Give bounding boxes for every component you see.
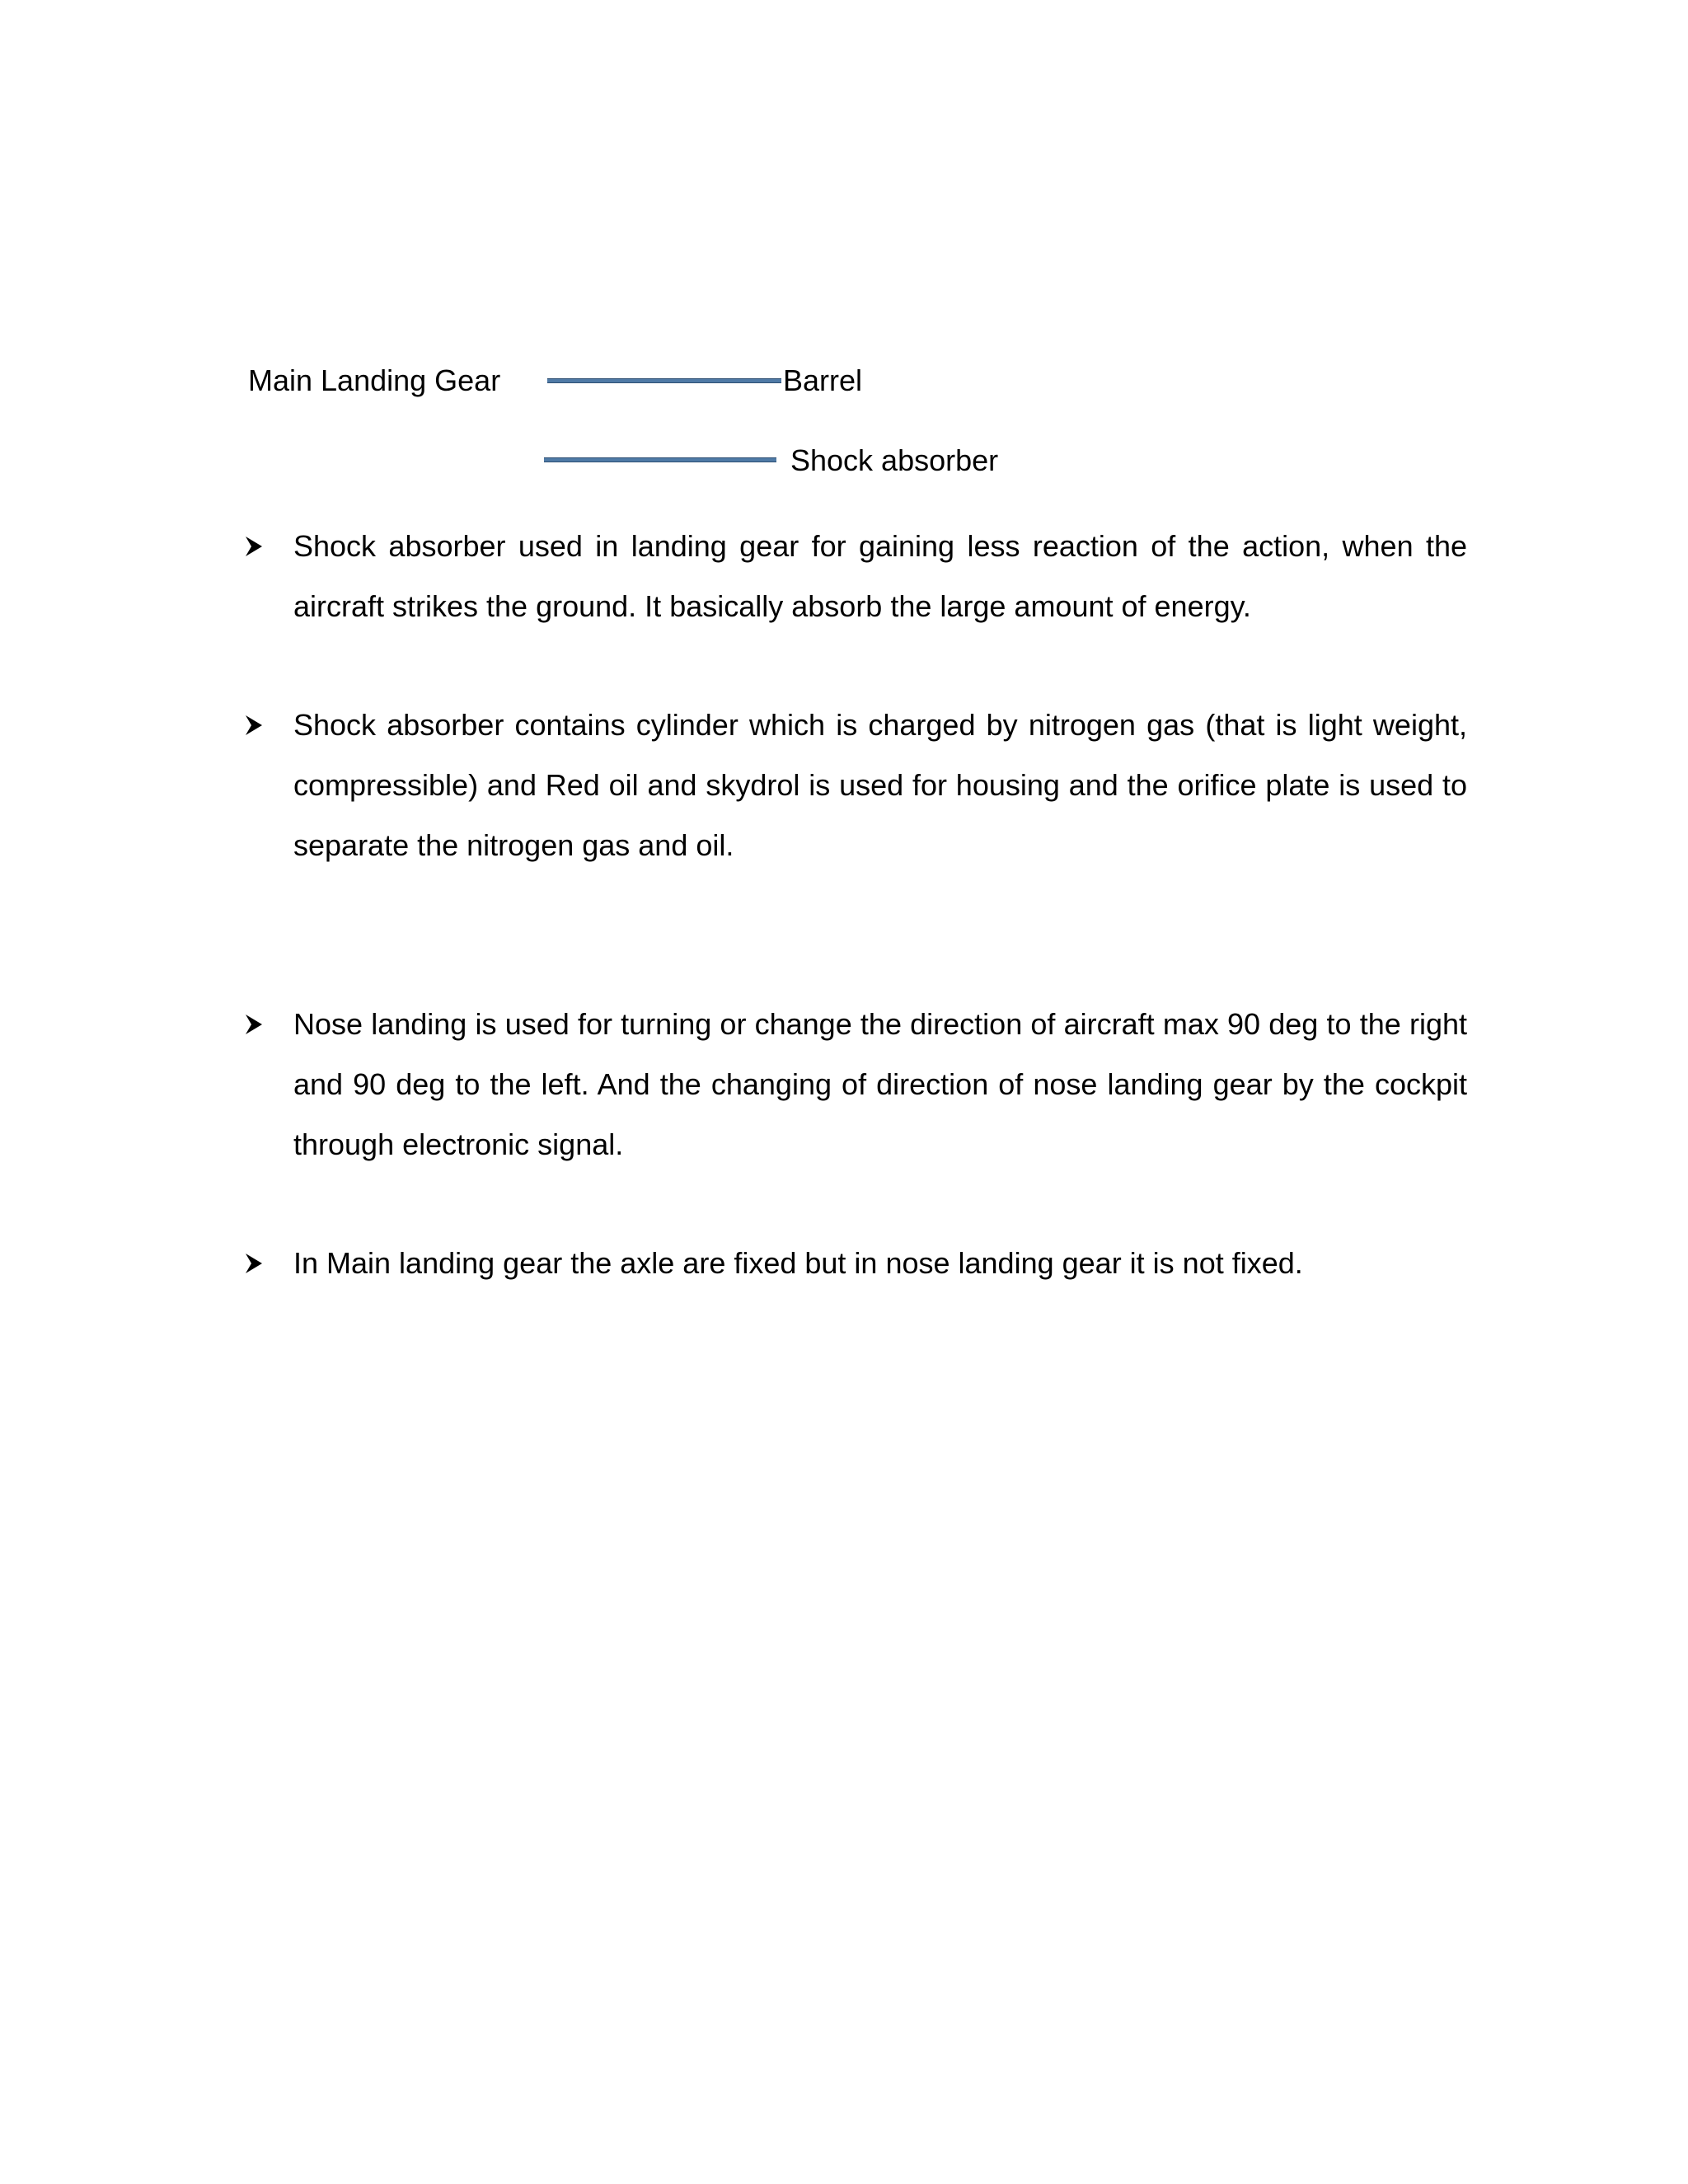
diagram-branch-label-barrel: Barrel [783,363,863,397]
arrowhead-bullet-icon [244,516,269,576]
bullet-item [244,994,1467,1174]
diagram-branch-label-shock-absorber: Shock absorber [790,443,999,477]
bullet-text: Shock absorber used in landing gear for gaining less reaction of the action, when the aircraft strikes the ground. It basically absorb the large amount of energy. [293,529,1467,623]
arrowhead-bullet-icon [244,994,269,1054]
bullet-item [244,516,1467,636]
bullet-item [244,695,1467,875]
arrowhead-bullet-icon [244,695,269,755]
bullet-text: In Main landing gear the axle are fixed but in nose landing gear it is not fixed. [293,1246,1303,1280]
connector-line-shock-absorber [544,457,776,462]
bullet-text: Shock absorber contains cylinder which is charged by nitrogen gas (that is light weight, compressible) and Red oil and skydrol is used for housing and the orifice plate is used to separate the nitrogen gas and oil. [293,708,1467,862]
connector-line-barrel [547,378,781,383]
bullet-list [244,516,1467,1293]
arrowhead-bullet-icon [244,1233,269,1293]
landing-gear-diagram [0,0,1688,511]
bullet-item [244,1233,1467,1293]
bullet-text: Nose landing is used for turning or change the direction of aircraft max 90 deg to the right and 90 deg to the left. And the changing of direction of nose landing gear by the cockpit through electronic signal. [293,1007,1467,1161]
diagram-root-label: Main Landing Gear [248,363,501,397]
